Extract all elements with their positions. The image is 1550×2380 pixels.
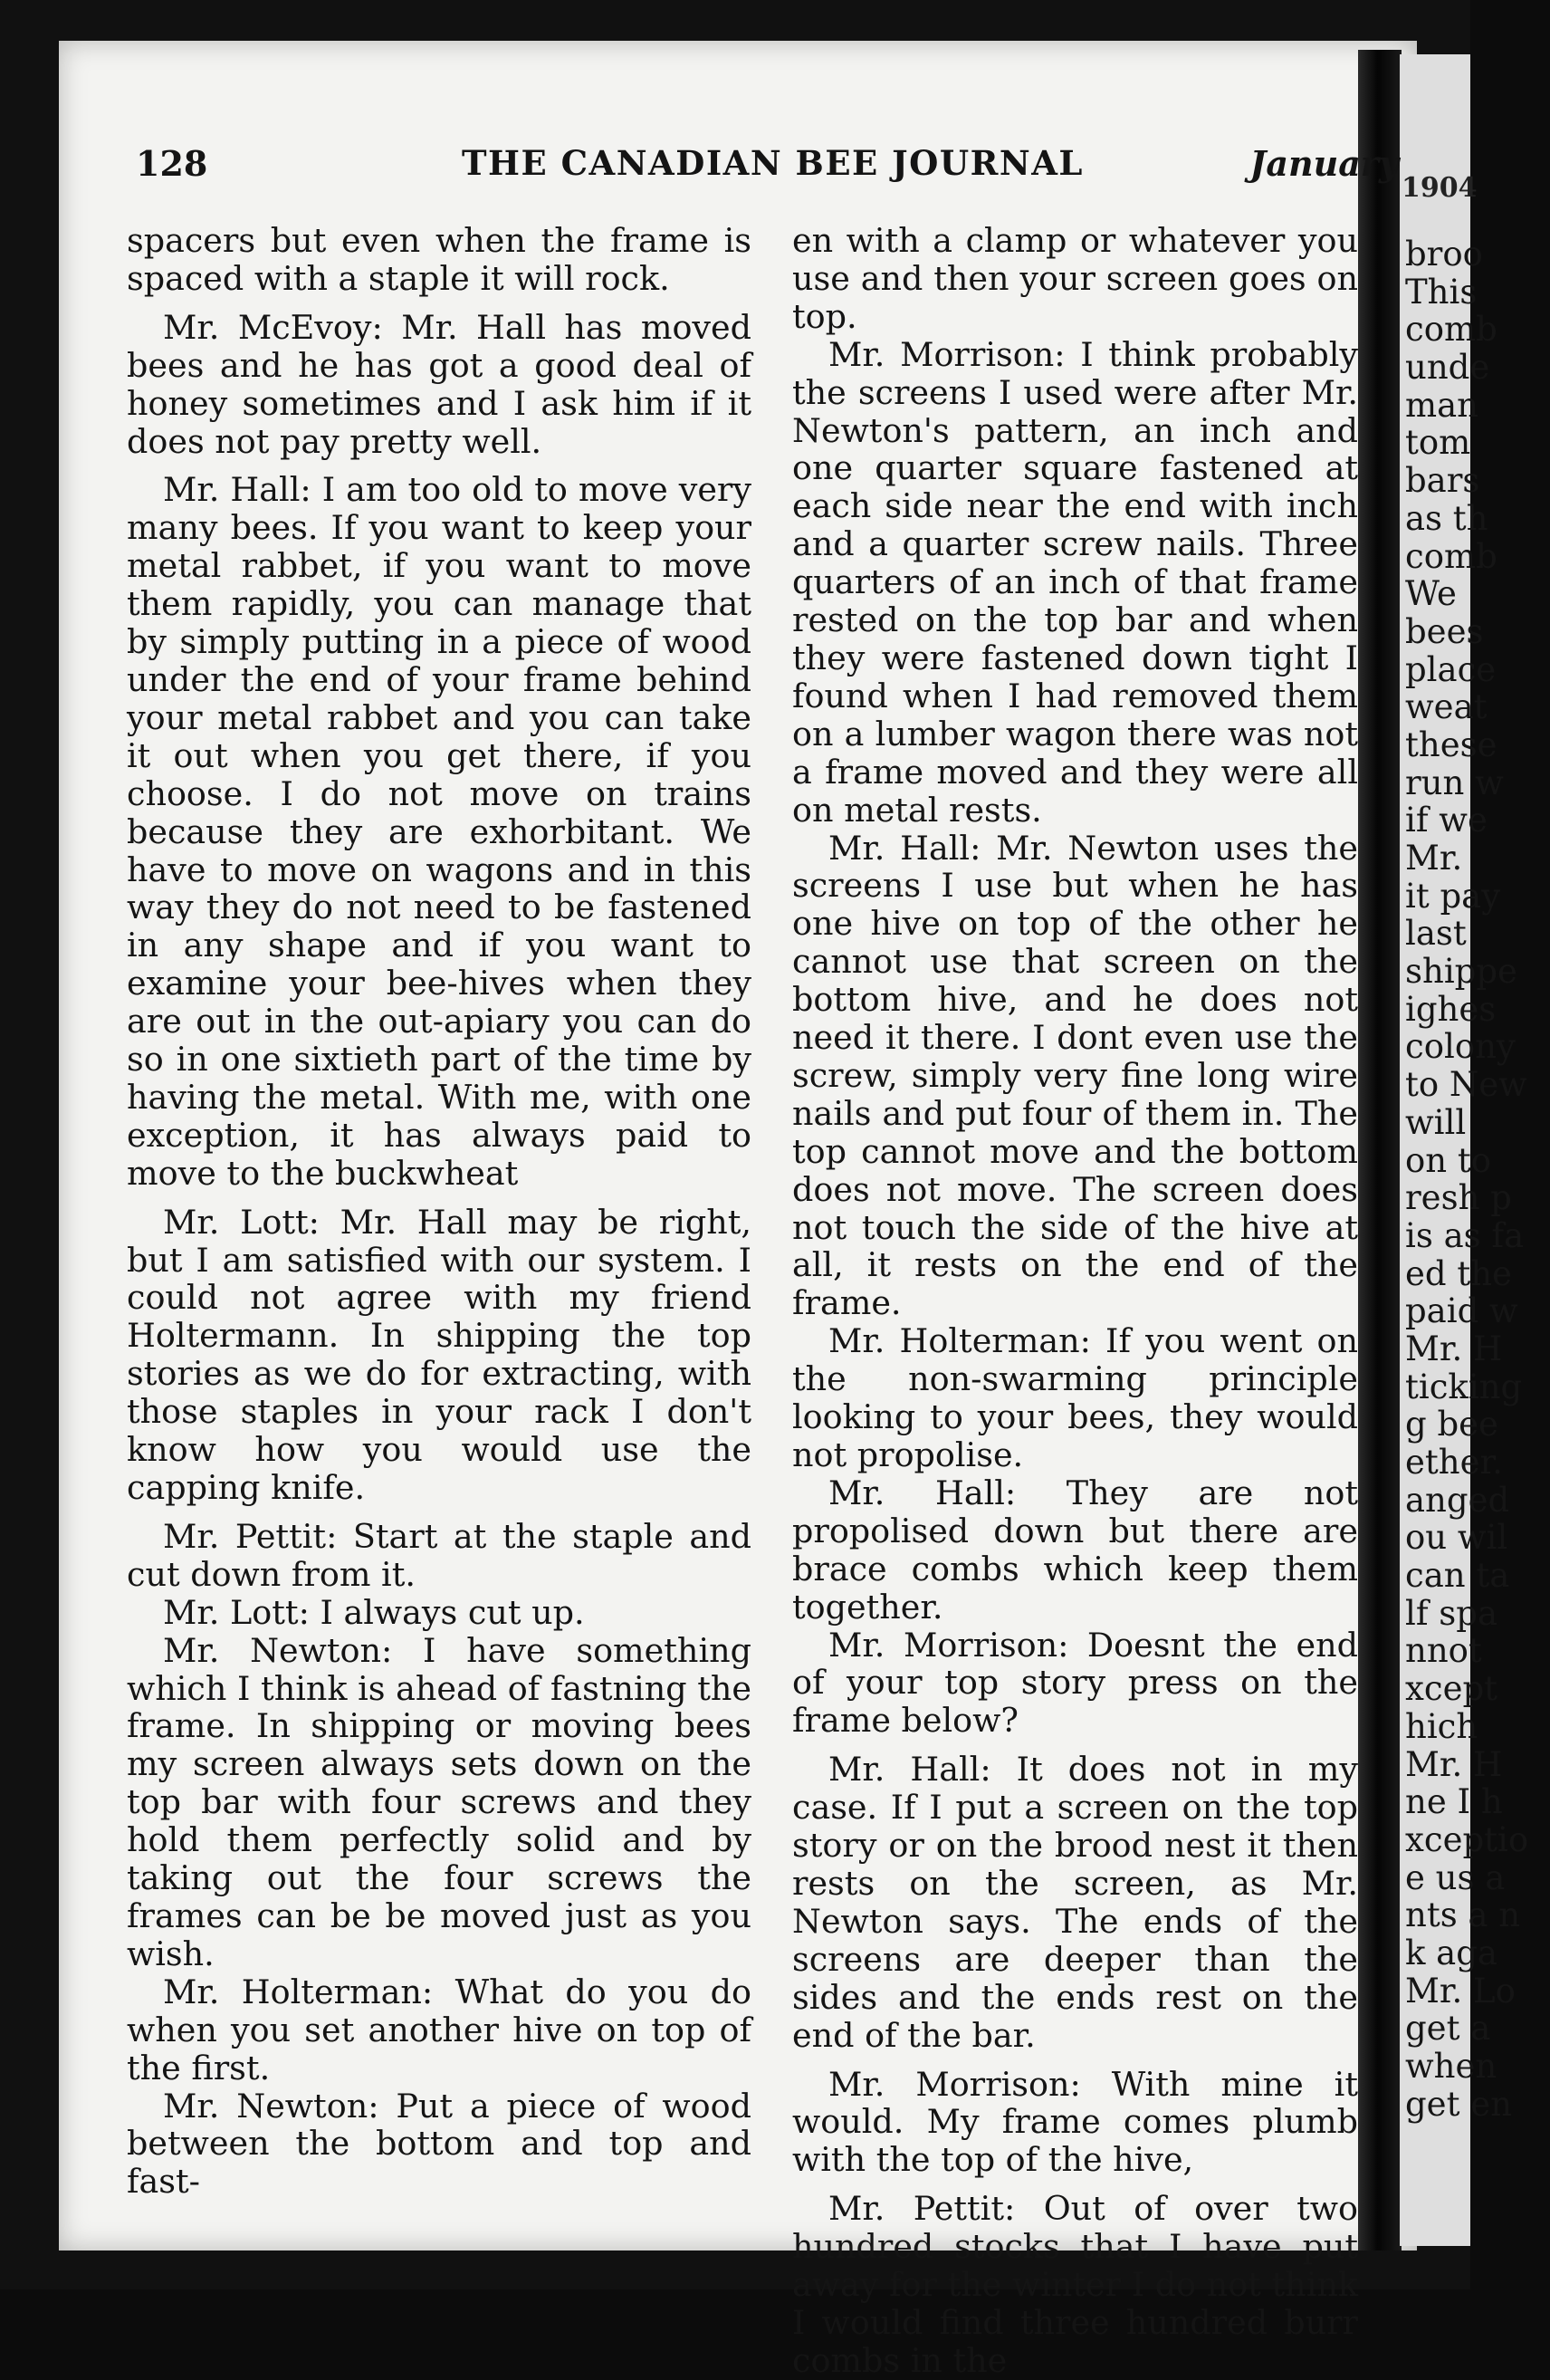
- facing-page-line: g bee: [1405, 1405, 1498, 1444]
- facing-page-line: e us a: [1405, 1857, 1506, 1897]
- facing-page-line: ticking: [1405, 1367, 1523, 1406]
- paragraph: Mr. Hall: Mr. Newton uses the screens I use but when he has one hive on top of the other he cannot use that screen on the bottom hive, and he does not need it there. I dont even use the screw, simply very fine long wire nails and put four of them in. The top cannot move and the bottom does not move. The screen does not touch the side of the hive at all, it rests on the end of the frame.: [792, 828, 1358, 1323]
- facing-page-line: Mr. Lo: [1405, 1971, 1516, 2011]
- facing-page-line: resh p: [1405, 1178, 1512, 1218]
- paragraph: Mr. Holterman: What do you do when you set another hive on top of the first.: [127, 1972, 751, 2087]
- facing-page-line: when: [1405, 2047, 1497, 2086]
- facing-page-line: We: [1405, 574, 1457, 614]
- facing-page-line: weat: [1405, 687, 1488, 727]
- facing-page-line: place: [1405, 649, 1497, 689]
- paragraph: Mr. Hall: It does not in my case. If I put a screen on the top story or on the brood nest it then rests on the screen, as Mr. Newton says. The ends of the screens are deeper than the sides and the ends rest on the end of the bar.: [792, 1750, 1358, 2055]
- facing-page-line: Mr. H: [1405, 1329, 1503, 1368]
- facing-page-line: will: [1405, 1102, 1467, 1142]
- facing-page-line: ighes: [1405, 989, 1497, 1029]
- facing-page-fragment: [1400, 54, 1529, 2246]
- facing-page-line: man: [1405, 385, 1478, 425]
- paragraph: Mr. Newton: I have something which I think is ahead of fastning the frame. In shipping or moving bees my screen always sets down on the top bar with four screws and they hold them perfectly solid and by taking out the four screws the frames can be be moved just as you wish.: [127, 1630, 751, 1973]
- facing-page-text: [1405, 235, 1550, 2123]
- facing-page-line: on to: [1405, 1140, 1492, 1180]
- facing-page-line: k aga: [1405, 1933, 1497, 1972]
- paragraph: Mr. Pettit: Start at the staple and cut down from it.: [127, 1516, 751, 1594]
- paragraph: Mr. Holterman: If you went on the non-swarming principle looking to your bees, they would not propolise.: [792, 1321, 1358, 1474]
- journal-title: THE CANADIAN BEE JOURNAL: [462, 143, 1084, 183]
- paragraph: Mr. Pettit: Out of over two hundred stocks that I have put away for the winter I do not think I would find three hundred burr combs in the: [792, 2189, 1358, 2380]
- page-number: 128: [136, 143, 208, 184]
- facing-page-line: get a: [1405, 2009, 1491, 2049]
- paragraph: en with a clamp or whatever you use and then your screen goes on top.: [792, 221, 1358, 336]
- facing-page-line: hich: [1405, 1706, 1478, 1746]
- facing-page-line: it pay: [1405, 876, 1501, 916]
- facing-page-line: bees: [1405, 611, 1484, 651]
- facing-page-line: is as fa: [1405, 1215, 1525, 1255]
- running-header: [136, 136, 1399, 190]
- facing-page-line: as th: [1405, 498, 1488, 538]
- facing-page-line: run w: [1405, 763, 1504, 802]
- facing-page-line: ed the: [1405, 1253, 1512, 1293]
- facing-page-line: This: [1405, 272, 1478, 312]
- paragraph: Mr. Morrison: I think probably the screens I used were after Mr. Newton's pattern, an inch and one quarter square fastened at each side near the end with inch and a quarter screw nails. Three quarters of an inch of that frame rested on the top bar and when they were fastened down tight I found when I had removed them on a lumber wagon there was not a frame moved and they were all on metal rests.: [792, 334, 1358, 830]
- facing-page-line: xceptio: [1405, 1819, 1529, 1859]
- facing-page-line: paid w: [1405, 1291, 1518, 1331]
- facing-page-line: Mr.: [1405, 839, 1463, 878]
- facing-page-line: nnot: [1405, 1631, 1482, 1671]
- paragraph: Mr. Hall: I am too old to move very many bees. If you want to keep your metal rabbet, if you want to move them rapidly, you can manage that by simply putting in a piece of wood under the end of your frame behind your metal rabbet and you can take it out when you get there, if you choose. I do not move on trains because they are exhorbitant. We have to move on wagons and in this way they do not need to be fastened in any shape and if you want to examine your bee-hives when they are out in the out-apiary you can do so in one sixtieth part of the time by having the metal. With me, with one exception, it has always paid to move to the buckwheat: [127, 470, 751, 1193]
- book-spine-gutter: [1358, 50, 1402, 2250]
- facing-page-line: xcept: [1405, 1669, 1498, 1709]
- facing-page-line: if we: [1405, 801, 1488, 840]
- facing-page-line: colony: [1405, 1027, 1516, 1067]
- right-text-column: [792, 222, 1358, 2380]
- paragraph: spacers but even when the frame is spaced with a staple it will rock.: [127, 221, 751, 298]
- facing-page-line: ether.: [1405, 1443, 1503, 1482]
- facing-page-line: ou wil: [1405, 1518, 1508, 1558]
- facing-page-line: can ta: [1405, 1556, 1510, 1596]
- facing-page-line: these: [1405, 725, 1497, 764]
- facing-page-line: Mr. H: [1405, 1744, 1503, 1784]
- facing-page-line: lf spa: [1405, 1593, 1498, 1633]
- facing-page-line: nts a n: [1405, 1895, 1521, 1935]
- facing-page-line: last: [1405, 914, 1467, 954]
- paragraph: Mr. McEvoy: Mr. Hall has moved bees and he has got a good deal of honey sometimes and I ask him if it does not pay pretty well.: [127, 307, 751, 461]
- facing-page-line: ne I h: [1405, 1782, 1503, 1822]
- issue-month: January: [1249, 143, 1399, 184]
- facing-page-year: 1904: [1402, 172, 1478, 204]
- facing-page-line: bars: [1405, 461, 1480, 501]
- facing-page-line: tom: [1405, 423, 1471, 463]
- facing-page-line: to New: [1405, 1065, 1527, 1105]
- facing-page-line: unde: [1405, 348, 1490, 388]
- paragraph: Mr. Lott: Mr. Hall may be right, but I am satisfied with our system. I could not agree with my friend Holtermann. In shipping the top stories as we do for extracting, with those staples in your rack I don't know how you would use the capping knife.: [127, 1202, 751, 1507]
- left-text-column: [127, 222, 751, 2201]
- facing-page-line: broo: [1405, 235, 1483, 274]
- facing-page-line: comb: [1405, 536, 1497, 576]
- paragraph: Mr. Lott: I always cut up.: [163, 1592, 585, 1632]
- paragraph: Mr. Morrison: Doesnt the end of your top story press on the frame below?: [792, 1625, 1358, 1741]
- facing-page-line: comb: [1405, 310, 1497, 350]
- paragraph: Mr. Morrison: With mine it would. My frame comes plumb with the top of the hive,: [792, 2064, 1358, 2180]
- facing-page-line: shippe: [1405, 952, 1517, 992]
- facing-page-line: get en: [1405, 2084, 1512, 2124]
- paragraph: Mr. Hall: They are not propolised down but there are brace combs which keep them together.: [792, 1473, 1358, 1627]
- paragraph: Mr. Newton: Put a piece of wood between the bottom and top and fast-: [127, 2086, 751, 2202]
- facing-page-line: anged: [1405, 1480, 1510, 1520]
